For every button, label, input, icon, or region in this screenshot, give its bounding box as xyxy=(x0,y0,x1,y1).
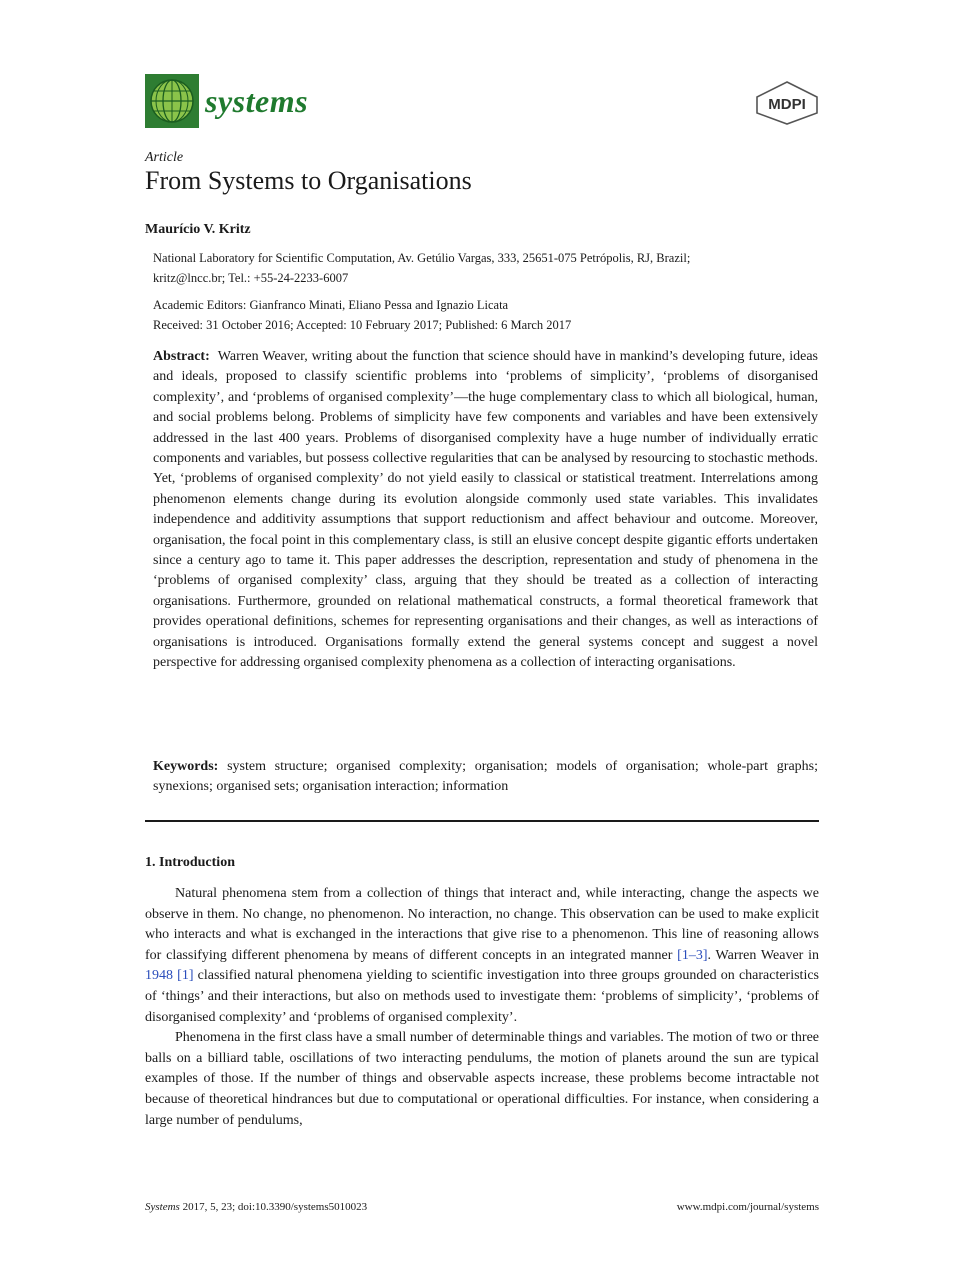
year-link[interactable]: 1948 xyxy=(145,968,173,984)
paragraph-text: . Warren Weaver in xyxy=(707,947,820,963)
section-heading-introduction: 1. Introduction xyxy=(145,855,235,870)
affiliation-contact: kritz@lncc.br; Tel.: +55-24-2233-6007 xyxy=(153,271,349,285)
section-divider xyxy=(145,820,819,822)
abstract-text: Warren Weaver, writing about the function that science should have in mankind’s developing future, ideas and ideals, proposed to classify scientific problems into ‘problems of simplicity’, ‘problems of disorganised complexity’, and ‘problems of organised complexity’—the huge complementary class to which all biological, human, and social problems belong. Problems of simplicity have few components and variables and have been extensively addressed in the last 400 years. Problems of disorganised complexity have a huge number of individually erratic components and variables, but possess collective regularities that can be analysed by resourcing to stochastic methods. Yet, ‘problems of organised complexity’ do not yield easily to classical or statistical treatment. Interrelations among phenomenon elements change during its evolution alongside commonly used state variables. This invalidates independence and additivity assumptions that support reductionism and affect behaviour and outcome. Moreover, organisation, the focal point in this complementary class, is still an elusive concept despite gigantic efforts undertaken since a century ago to tame it. This paper addresses the description, representation and study of phenomena in the ‘problems of organised complexity’ class, arguing that they should be treated as a collection of interacting organisations. Furthermore, grounded on relational mathematical constructs, a formal theoretical framework that provides operational definitions, schemes for representing organisations and their changes, as well as interactions of organisations is introduced. Organisations formally extend the general systems concept and suggest a novel perspective for addressing organised complexity phenomena as a collection of interacting organisations. xyxy=(153,349,819,671)
journal-logo[interactable] xyxy=(145,74,308,128)
abstract xyxy=(153,347,818,674)
affiliation xyxy=(153,248,823,288)
mdpi-logo-icon xyxy=(754,80,820,126)
introduction-body xyxy=(145,884,819,1131)
publisher-logo[interactable] xyxy=(754,80,820,131)
footer-citation xyxy=(145,1201,367,1213)
publication-dates: Received: 31 October 2016; Accepted: 10 February 2017; Published: 6 March 2017 xyxy=(153,318,572,332)
abstract-label: Abstract: xyxy=(153,349,210,364)
journal-name: systems xyxy=(205,82,309,119)
keywords-text: system structure; organised complexity; organisation; models of organisation; whole-part graphs; synexions; organised sets; organisation interaction; information xyxy=(153,759,819,794)
publisher-name: MDPI xyxy=(768,96,806,113)
paragraph-text: Natural phenomena stem from a collection of things that interact and, while interacting, change the aspects we observe in them. No change, no phenomenon. No interaction, no change. This observation can be used to make explicit who interacts and what is exchanged in the interactions that give rise to a phenomenon. This line of reasoning allows for classifying different phenomena by means of different concepts in an integrated manner xyxy=(145,886,819,963)
globe-icon xyxy=(145,74,199,128)
keywords-label: Keywords: xyxy=(153,759,219,774)
citation-link[interactable]: [1] xyxy=(177,968,194,984)
paragraph-text: classified natural phenomena yielding to scientific investigation into three groups grounded on characteristics of ‘things’ and their interactions, but also on methods used to investigate them: ‘problems of simplicity’, ‘problems of disorganised complexity’ and ‘problems of organised complexity’. xyxy=(145,968,819,1025)
author-name: Maurício V. Kritz xyxy=(145,222,251,237)
paper-title: From Systems to Organisations xyxy=(145,166,472,195)
affiliation-address: National Laboratory for Scientific Computation, Av. Getúlio Vargas, 333, 25651-075 Petrópolis, RJ, Brazil; xyxy=(153,251,691,265)
article-type: Article xyxy=(145,150,184,165)
citation-link[interactable]: [1–3] xyxy=(677,947,708,963)
academic-editors: Academic Editors: Gianfranco Minati, Eliano Pessa and Ignazio Licata xyxy=(153,298,509,312)
paragraph: Phenomena in the first class have a small number of determinable things and variables. The motion of two or three balls on a billiard table, oscillations of two interacting pendulums, the motion of planets around the sun are typical examples of those. If the number of things and observable aspects increase, these problems become intractable not because of theoretical hindrances but due to computational or operational difficulties. For instance, when considering a large number of pendulums, xyxy=(145,1030,819,1128)
footer-journal: Systems xyxy=(145,1201,180,1213)
footer-url[interactable]: www.mdpi.com/journal/systems xyxy=(676,1201,819,1213)
footer-doi: 2017, 5, 23; doi:10.3390/systems5010023 xyxy=(179,1201,368,1213)
paragraph xyxy=(145,884,819,1028)
keywords xyxy=(153,757,818,797)
editorial-info xyxy=(153,295,823,335)
